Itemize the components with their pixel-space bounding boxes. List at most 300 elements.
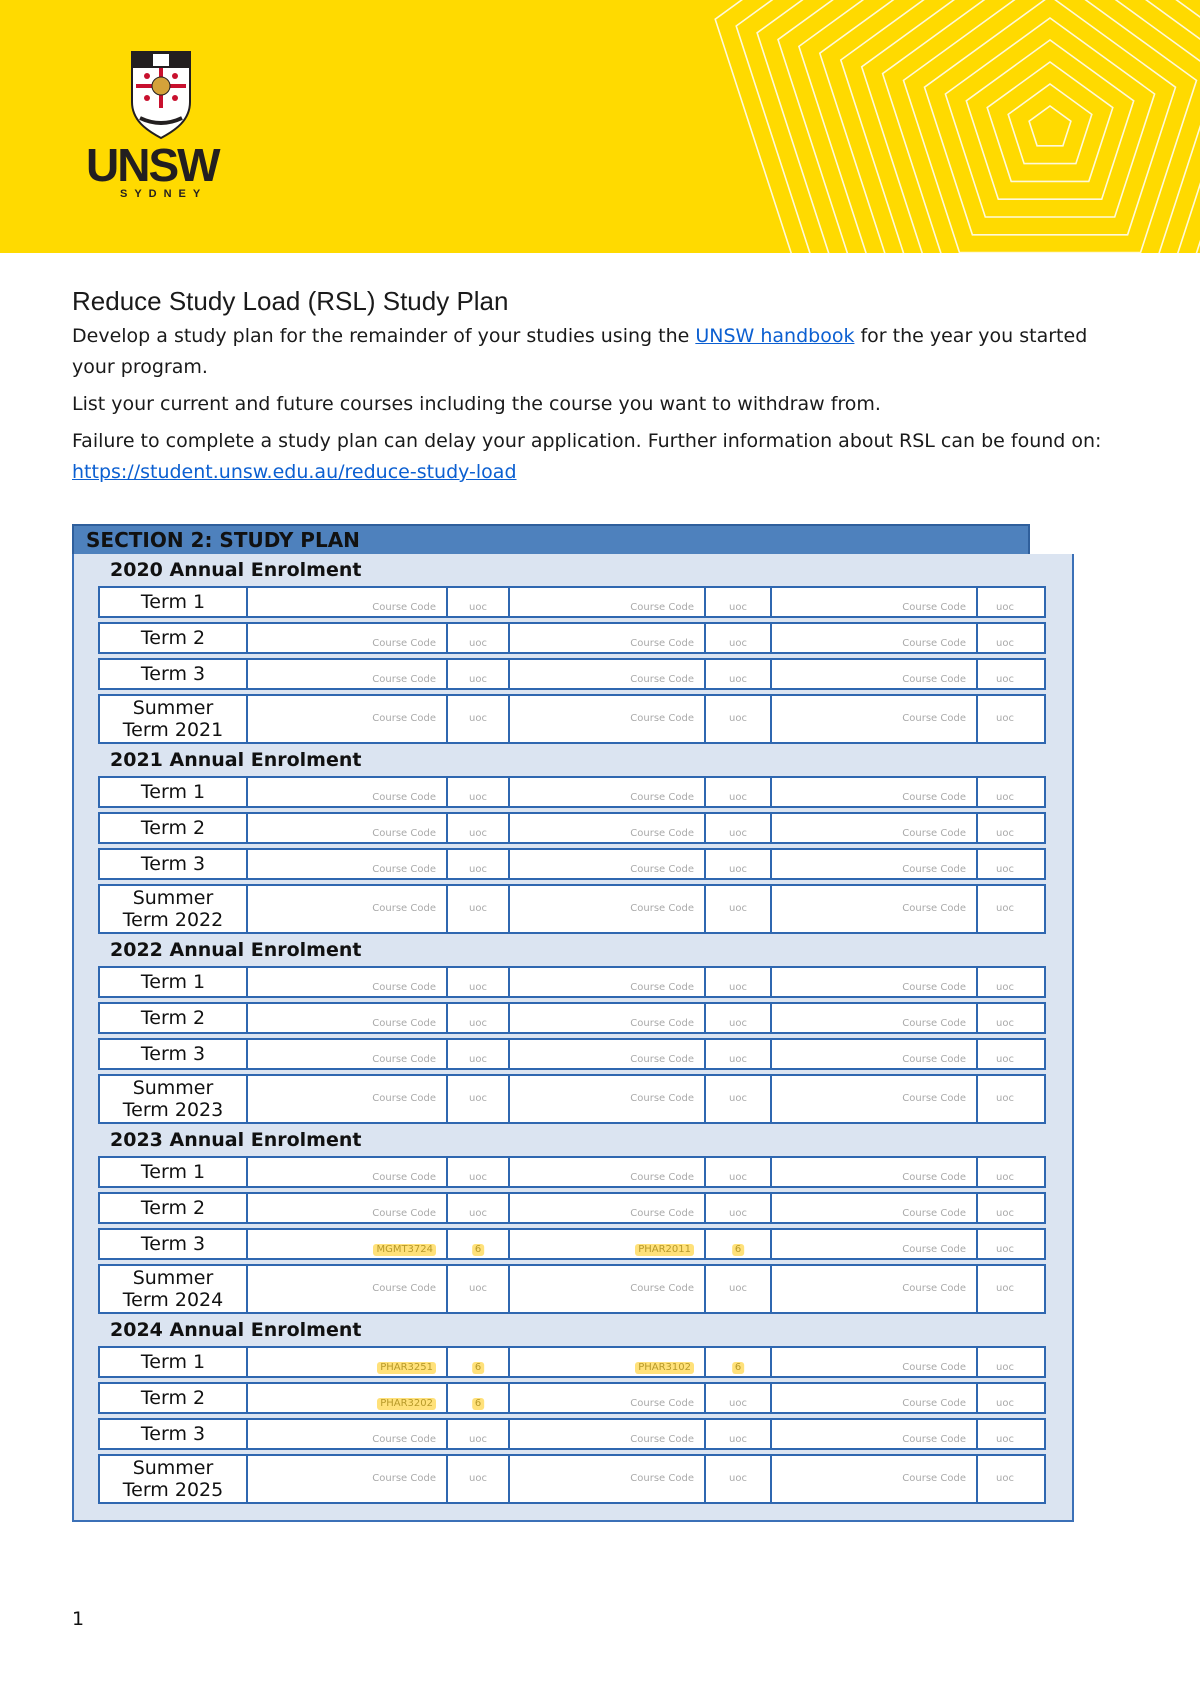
uoc-field[interactable] xyxy=(446,696,508,742)
uoc-field[interactable] xyxy=(704,968,770,996)
uoc-field[interactable] xyxy=(446,588,508,616)
term-label-line2: Term 2022 xyxy=(122,909,224,931)
course-code-placeholder: Course Code xyxy=(902,864,966,875)
term-row xyxy=(98,622,1046,654)
uoc-placeholder: uoc xyxy=(996,1018,1014,1029)
course-code-field[interactable] xyxy=(508,696,704,742)
uoc-placeholder: uoc xyxy=(996,1054,1014,1065)
year-heading: 2021 Annual Enrolment xyxy=(110,749,362,771)
course-code-field[interactable] xyxy=(246,660,446,688)
course-code-field[interactable] xyxy=(246,1420,446,1448)
uoc-placeholder: uoc xyxy=(729,1283,747,1294)
course-code-placeholder: Course Code xyxy=(630,792,694,803)
course-code-placeholder: Course Code xyxy=(630,638,694,649)
term-row xyxy=(98,1156,1046,1188)
term-row xyxy=(98,658,1046,690)
uoc-placeholder: uoc xyxy=(996,792,1014,803)
course-code-placeholder: Course Code xyxy=(902,1398,966,1409)
uoc-placeholder: uoc xyxy=(469,1283,487,1294)
uoc-placeholder: uoc xyxy=(996,1093,1014,1104)
course-code-field[interactable] xyxy=(508,814,704,842)
term-row xyxy=(98,1382,1046,1414)
uoc-placeholder: uoc xyxy=(469,638,487,649)
term-row xyxy=(98,1192,1046,1224)
uoc-value: 6 xyxy=(732,1244,744,1256)
uoc-placeholder: uoc xyxy=(469,1208,487,1219)
course-code-placeholder: Course Code xyxy=(902,1018,966,1029)
uoc-field[interactable] xyxy=(976,778,1032,806)
term-label xyxy=(100,778,246,806)
uoc-field[interactable] xyxy=(976,1348,1032,1376)
uoc-field[interactable] xyxy=(446,1420,508,1448)
uoc-placeholder: uoc xyxy=(729,982,747,993)
year-heading: 2022 Annual Enrolment xyxy=(110,939,362,961)
course-code-value: PHAR2011 xyxy=(635,1244,694,1256)
uoc-field[interactable] xyxy=(976,886,1032,932)
term-label-line2: Term 2025 xyxy=(122,1479,224,1501)
uoc-field[interactable] xyxy=(704,814,770,842)
uoc-field[interactable] xyxy=(446,660,508,688)
uoc-placeholder: uoc xyxy=(996,1208,1014,1219)
uoc-field[interactable] xyxy=(446,1266,508,1312)
course-code-placeholder: Course Code xyxy=(902,792,966,803)
course-code-field[interactable] xyxy=(508,1158,704,1186)
uoc-placeholder: uoc xyxy=(469,828,487,839)
term-label xyxy=(100,1158,246,1186)
course-code-placeholder: Course Code xyxy=(630,864,694,875)
course-code-field[interactable] xyxy=(508,886,704,932)
course-code-placeholder: Course Code xyxy=(630,1172,694,1183)
term-label xyxy=(100,850,246,878)
course-code-field[interactable] xyxy=(770,1004,976,1032)
uoc-placeholder: uoc xyxy=(469,864,487,875)
course-code-field[interactable] xyxy=(246,1040,446,1068)
term-label-line1: Term 2 xyxy=(140,817,206,839)
uoc-placeholder: uoc xyxy=(729,713,747,724)
uoc-field[interactable] xyxy=(976,1456,1032,1502)
uoc-field[interactable] xyxy=(704,1230,770,1258)
uoc-field[interactable] xyxy=(704,1040,770,1068)
unsw-logo xyxy=(86,50,236,200)
course-code-placeholder: Course Code xyxy=(372,1473,436,1484)
uoc-field[interactable] xyxy=(976,1040,1032,1068)
term-label xyxy=(100,1420,246,1448)
term-row xyxy=(98,1346,1046,1378)
year-heading: 2023 Annual Enrolment xyxy=(110,1129,362,1151)
uoc-field[interactable] xyxy=(446,1194,508,1222)
uoc-field[interactable] xyxy=(704,1266,770,1312)
term-label xyxy=(100,968,246,996)
course-code-field[interactable] xyxy=(246,1158,446,1186)
term-row xyxy=(98,1038,1046,1070)
course-code-placeholder: Course Code xyxy=(372,602,436,613)
course-code-field[interactable] xyxy=(770,814,976,842)
term-label-line2: Term 2024 xyxy=(122,1289,224,1311)
uoc-field[interactable] xyxy=(704,850,770,878)
uoc-placeholder: uoc xyxy=(996,674,1014,685)
uoc-field[interactable] xyxy=(704,778,770,806)
course-code-field[interactable] xyxy=(770,1194,976,1222)
course-code-placeholder: Course Code xyxy=(630,1054,694,1065)
course-code-placeholder: Course Code xyxy=(372,1434,436,1445)
uoc-field[interactable] xyxy=(446,886,508,932)
course-code-placeholder: Course Code xyxy=(630,1398,694,1409)
term-label-line1: Term 1 xyxy=(140,971,206,993)
term-label xyxy=(100,660,246,688)
geometric-pattern xyxy=(680,0,1200,253)
uoc-field[interactable] xyxy=(704,1004,770,1032)
uoc-value: 6 xyxy=(472,1362,484,1374)
uoc-field[interactable] xyxy=(704,1158,770,1186)
course-code-placeholder: Course Code xyxy=(372,982,436,993)
uoc-placeholder: uoc xyxy=(729,1054,747,1065)
uoc-field[interactable] xyxy=(704,660,770,688)
course-code-placeholder: Course Code xyxy=(902,1093,966,1104)
term-label xyxy=(100,1076,246,1122)
term-label-line1: Summer xyxy=(132,887,214,909)
logo-wordmark: UNSW xyxy=(86,139,219,191)
course-code-field[interactable] xyxy=(770,1266,976,1312)
course-code-field[interactable] xyxy=(508,850,704,878)
uoc-field[interactable] xyxy=(704,886,770,932)
term-label xyxy=(100,1004,246,1032)
uoc-field[interactable] xyxy=(976,1266,1032,1312)
course-code-placeholder: Course Code xyxy=(630,674,694,685)
uoc-field[interactable] xyxy=(976,1076,1032,1122)
course-code-placeholder: Course Code xyxy=(372,792,436,803)
course-code-placeholder: Course Code xyxy=(630,713,694,724)
uoc-field[interactable] xyxy=(446,814,508,842)
uoc-placeholder: uoc xyxy=(729,1208,747,1219)
course-code-field[interactable] xyxy=(508,624,704,652)
term-label xyxy=(100,1348,246,1376)
uoc-field[interactable] xyxy=(976,624,1032,652)
uoc-placeholder: uoc xyxy=(469,713,487,724)
term-label-line1: Term 2 xyxy=(140,1387,206,1409)
course-code-field[interactable] xyxy=(246,1456,446,1502)
term-label-line1: Term 1 xyxy=(140,781,206,803)
course-code-field[interactable] xyxy=(246,1004,446,1032)
term-label-line2: Term 2021 xyxy=(122,719,224,741)
uoc-placeholder: uoc xyxy=(996,713,1014,724)
course-code-placeholder: Course Code xyxy=(902,903,966,914)
course-code-field[interactable] xyxy=(246,588,446,616)
course-code-placeholder: Course Code xyxy=(372,674,436,685)
uoc-field[interactable] xyxy=(446,1230,508,1258)
course-code-placeholder: Course Code xyxy=(902,1244,966,1255)
term-label xyxy=(100,624,246,652)
course-code-field[interactable] xyxy=(770,624,976,652)
course-code-field[interactable] xyxy=(770,1040,976,1068)
course-code-field[interactable] xyxy=(508,1420,704,1448)
intro-paragraph-2: List your current and future courses including the course you want to withdraw from. xyxy=(72,393,881,415)
uoc-field[interactable] xyxy=(704,1456,770,1502)
course-code-placeholder: Course Code xyxy=(372,713,436,724)
course-code-field[interactable] xyxy=(508,1194,704,1222)
course-code-field[interactable] xyxy=(246,624,446,652)
course-code-placeholder: Course Code xyxy=(630,982,694,993)
pattern-ring xyxy=(1029,106,1071,146)
uoc-placeholder: uoc xyxy=(469,674,487,685)
course-code-field[interactable] xyxy=(770,1348,976,1376)
intro-text-3: Failure to complete a study plan can delay your application. Further information about RSL can be found on: xyxy=(72,430,1102,452)
course-code-placeholder: Course Code xyxy=(630,1093,694,1104)
course-code-placeholder: Course Code xyxy=(372,1283,436,1294)
course-code-field[interactable] xyxy=(246,1384,446,1412)
course-code-field[interactable] xyxy=(770,588,976,616)
uoc-field[interactable] xyxy=(704,1076,770,1122)
course-code-placeholder: Course Code xyxy=(630,828,694,839)
course-code-placeholder: Course Code xyxy=(902,1473,966,1484)
uoc-placeholder: uoc xyxy=(729,1473,747,1484)
course-code-placeholder: Course Code xyxy=(630,1434,694,1445)
course-code-placeholder: Course Code xyxy=(902,1172,966,1183)
uoc-field[interactable] xyxy=(976,1384,1032,1412)
uoc-placeholder: uoc xyxy=(469,982,487,993)
uoc-field[interactable] xyxy=(704,1348,770,1376)
uoc-placeholder: uoc xyxy=(729,1093,747,1104)
course-code-placeholder: Course Code xyxy=(372,1054,436,1065)
uoc-field[interactable] xyxy=(446,1076,508,1122)
course-code-field[interactable] xyxy=(770,850,976,878)
uoc-placeholder: uoc xyxy=(996,1398,1014,1409)
term-label-line1: Term 2 xyxy=(140,1007,206,1029)
rsl-info-link[interactable]: https://student.unsw.edu.au/reduce-study-load xyxy=(72,461,517,483)
study-plan-table xyxy=(72,554,1074,1522)
intro-text-1a: Develop a study plan for the remainder of your studies using the xyxy=(72,325,696,347)
term-label-line1: Term 3 xyxy=(140,1233,206,1255)
term-label-line1: Term 1 xyxy=(140,1161,206,1183)
uoc-placeholder: uoc xyxy=(996,1283,1014,1294)
intro-paragraph-3 xyxy=(72,426,1132,488)
course-code-placeholder: Course Code xyxy=(902,828,966,839)
course-code-placeholder: Course Code xyxy=(902,1434,966,1445)
uoc-field[interactable] xyxy=(976,1194,1032,1222)
uoc-placeholder: uoc xyxy=(729,602,747,613)
uoc-field[interactable] xyxy=(446,1040,508,1068)
term-label-line1: Summer xyxy=(132,1457,214,1479)
course-code-placeholder: Course Code xyxy=(372,638,436,649)
uoc-placeholder: uoc xyxy=(996,982,1014,993)
term-label xyxy=(100,1266,246,1312)
uoc-field[interactable] xyxy=(976,588,1032,616)
uoc-field[interactable] xyxy=(704,696,770,742)
uoc-field[interactable] xyxy=(704,1194,770,1222)
course-code-field[interactable] xyxy=(246,1230,446,1258)
uoc-field[interactable] xyxy=(976,696,1032,742)
uoc-placeholder: uoc xyxy=(729,674,747,685)
uoc-placeholder: uoc xyxy=(729,864,747,875)
uoc-placeholder: uoc xyxy=(469,1093,487,1104)
course-code-field[interactable] xyxy=(770,1230,976,1258)
term-row xyxy=(98,812,1046,844)
intro-text-1b: for the year you started your program. xyxy=(72,325,1088,378)
uoc-field[interactable] xyxy=(446,624,508,652)
uoc-placeholder: uoc xyxy=(729,1018,747,1029)
term-row xyxy=(98,586,1046,618)
uoc-field[interactable] xyxy=(446,778,508,806)
course-code-field[interactable] xyxy=(508,1004,704,1032)
uoc-field[interactable] xyxy=(446,1384,508,1412)
course-code-field[interactable] xyxy=(508,778,704,806)
term-label-line1: Term 2 xyxy=(140,627,206,649)
course-code-field[interactable] xyxy=(246,814,446,842)
uoc-placeholder: uoc xyxy=(729,903,747,914)
course-code-field[interactable] xyxy=(508,588,704,616)
course-code-placeholder: Course Code xyxy=(902,1054,966,1065)
term-row xyxy=(98,1418,1046,1450)
course-code-placeholder: Course Code xyxy=(630,1018,694,1029)
uoc-field[interactable] xyxy=(976,660,1032,688)
course-code-field[interactable] xyxy=(246,1266,446,1312)
course-code-placeholder: Course Code xyxy=(902,1283,966,1294)
course-code-value: PHAR3102 xyxy=(635,1362,694,1374)
course-code-placeholder: Course Code xyxy=(372,1172,436,1183)
uoc-placeholder: uoc xyxy=(729,1398,747,1409)
term-label xyxy=(100,1230,246,1258)
uoc-field[interactable] xyxy=(976,850,1032,878)
uoc-placeholder: uoc xyxy=(996,1434,1014,1445)
course-code-placeholder: Course Code xyxy=(372,1018,436,1029)
course-code-field[interactable] xyxy=(508,1348,704,1376)
course-code-placeholder: Course Code xyxy=(902,1208,966,1219)
course-code-field[interactable] xyxy=(508,1384,704,1412)
course-code-field[interactable] xyxy=(246,886,446,932)
course-code-field[interactable] xyxy=(508,1230,704,1258)
uoc-placeholder: uoc xyxy=(469,1473,487,1484)
page-title: Reduce Study Load (RSL) Study Plan xyxy=(72,286,509,316)
uoc-placeholder: uoc xyxy=(996,864,1014,875)
course-code-placeholder: Course Code xyxy=(902,638,966,649)
uoc-field[interactable] xyxy=(704,588,770,616)
term-label xyxy=(100,814,246,842)
term-row xyxy=(98,966,1046,998)
uoc-placeholder: uoc xyxy=(996,1244,1014,1255)
uoc-field[interactable] xyxy=(446,850,508,878)
course-code-field[interactable] xyxy=(770,778,976,806)
uoc-field[interactable] xyxy=(976,814,1032,842)
course-code-field[interactable] xyxy=(246,968,446,996)
pattern-ring xyxy=(945,18,1154,217)
uoc-field[interactable] xyxy=(446,968,508,996)
course-code-field[interactable] xyxy=(246,850,446,878)
term-label xyxy=(100,1456,246,1502)
course-code-field[interactable] xyxy=(246,1076,446,1122)
term-label xyxy=(100,1194,246,1222)
intro-paragraph-1 xyxy=(72,321,1132,383)
course-code-field[interactable] xyxy=(770,886,976,932)
uoc-placeholder: uoc xyxy=(996,903,1014,914)
course-code-field[interactable] xyxy=(508,1040,704,1068)
term-row xyxy=(98,884,1046,934)
uoc-placeholder: uoc xyxy=(729,638,747,649)
uoc-value: 6 xyxy=(472,1398,484,1410)
uoc-field[interactable] xyxy=(704,624,770,652)
course-code-field[interactable] xyxy=(770,660,976,688)
course-code-field[interactable] xyxy=(770,1420,976,1448)
term-label xyxy=(100,886,246,932)
course-code-field[interactable] xyxy=(246,696,446,742)
course-code-placeholder: Course Code xyxy=(902,1362,966,1373)
pattern-ring xyxy=(1008,84,1092,164)
course-code-value: MGMT3724 xyxy=(373,1244,436,1256)
term-label xyxy=(100,588,246,616)
uoc-placeholder: uoc xyxy=(996,602,1014,613)
uoc-placeholder: uoc xyxy=(996,1473,1014,1484)
course-code-field[interactable] xyxy=(770,696,976,742)
page-number: 1 xyxy=(72,1608,85,1630)
course-code-field[interactable] xyxy=(246,778,446,806)
uoc-placeholder: uoc xyxy=(729,828,747,839)
uoc-field[interactable] xyxy=(976,1158,1032,1186)
uoc-field[interactable] xyxy=(446,1348,508,1376)
uoc-field[interactable] xyxy=(976,968,1032,996)
uoc-placeholder: uoc xyxy=(469,1434,487,1445)
term-label-line1: Term 3 xyxy=(140,1043,206,1065)
course-code-field[interactable] xyxy=(508,1456,704,1502)
term-label-line1: Term 1 xyxy=(140,1351,206,1373)
course-code-field[interactable] xyxy=(246,1194,446,1222)
course-code-placeholder: Course Code xyxy=(902,713,966,724)
uoc-placeholder: uoc xyxy=(729,792,747,803)
handbook-link[interactable]: UNSW handbook xyxy=(695,325,855,347)
term-row xyxy=(98,1454,1046,1504)
uoc-field[interactable] xyxy=(446,1004,508,1032)
uoc-field[interactable] xyxy=(704,1420,770,1448)
course-code-placeholder: Course Code xyxy=(372,903,436,914)
uoc-field[interactable] xyxy=(976,1420,1032,1448)
uoc-placeholder: uoc xyxy=(469,903,487,914)
term-row xyxy=(98,694,1046,744)
term-label xyxy=(100,1384,246,1412)
course-code-field[interactable] xyxy=(508,660,704,688)
uoc-placeholder: uoc xyxy=(469,1054,487,1065)
course-code-placeholder: Course Code xyxy=(630,602,694,613)
term-row xyxy=(98,1002,1046,1034)
course-code-field[interactable] xyxy=(770,968,976,996)
term-label-line1: Summer xyxy=(132,697,214,719)
intro-section xyxy=(72,286,1132,494)
course-code-field[interactable] xyxy=(246,1348,446,1376)
year-heading: 2020 Annual Enrolment xyxy=(110,559,362,581)
course-code-field[interactable] xyxy=(508,1266,704,1312)
term-label-line1: Term 1 xyxy=(140,591,206,613)
uoc-placeholder: uoc xyxy=(469,1172,487,1183)
course-code-field[interactable] xyxy=(770,1384,976,1412)
header-band xyxy=(0,0,1200,253)
course-code-field[interactable] xyxy=(508,968,704,996)
uoc-field[interactable] xyxy=(704,1384,770,1412)
course-code-placeholder: Course Code xyxy=(902,982,966,993)
uoc-field[interactable] xyxy=(976,1230,1032,1258)
course-code-field[interactable] xyxy=(770,1456,976,1502)
section-heading: SECTION 2: STUDY PLAN xyxy=(72,524,1030,556)
course-code-field[interactable] xyxy=(770,1076,976,1122)
course-code-placeholder: Course Code xyxy=(372,864,436,875)
uoc-placeholder: uoc xyxy=(996,1362,1014,1373)
course-code-field[interactable] xyxy=(770,1158,976,1186)
pattern-ring xyxy=(904,0,1197,253)
term-row xyxy=(98,848,1046,880)
uoc-field[interactable] xyxy=(446,1158,508,1186)
course-code-placeholder: Course Code xyxy=(630,1283,694,1294)
course-code-placeholder: Course Code xyxy=(630,903,694,914)
uoc-field[interactable] xyxy=(446,1456,508,1502)
pattern-ring xyxy=(799,0,1200,253)
uoc-field[interactable] xyxy=(976,1004,1032,1032)
course-code-placeholder: Course Code xyxy=(630,1473,694,1484)
course-code-field[interactable] xyxy=(508,1076,704,1122)
